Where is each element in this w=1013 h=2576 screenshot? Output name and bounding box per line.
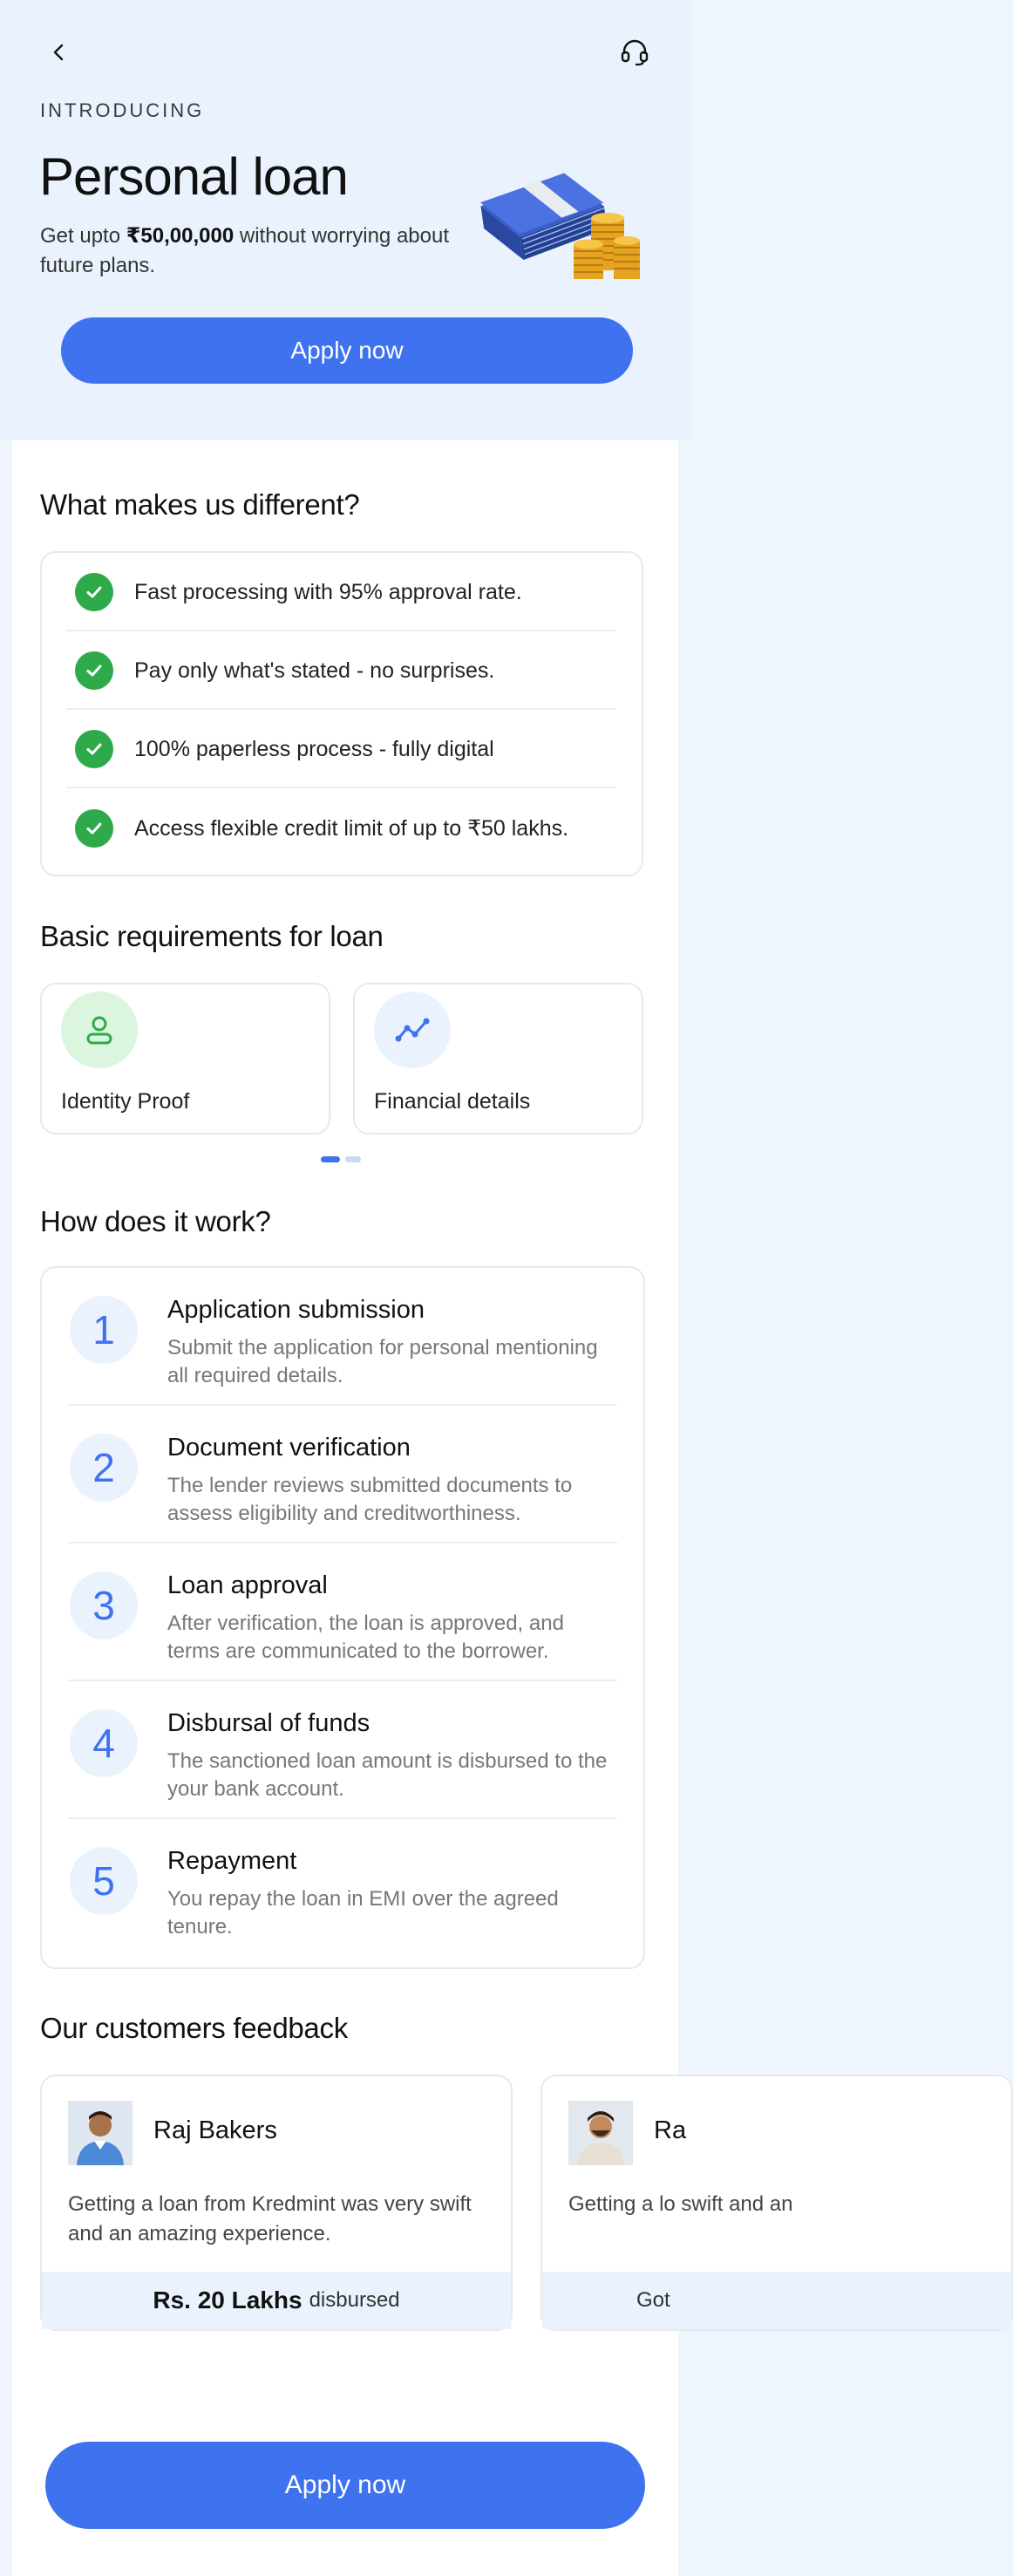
feedback-card — [40, 2075, 513, 2331]
requirement-card-identity[interactable] — [40, 983, 330, 1135]
feature-item — [66, 633, 615, 710]
feature-text: Access flexible credit limit of up to ₹50 lakhs. — [134, 816, 569, 841]
cash-stack-icon — [460, 157, 652, 288]
step-number: 5 — [70, 1847, 138, 1915]
disbursed-amount — [42, 2272, 511, 2329]
person-icon — [61, 992, 138, 1068]
step-desc: You repay the loan in EMI over the agreed tenure. — [167, 1887, 559, 1939]
step-title: Disbursal of funds — [167, 1709, 371, 1737]
step-item — [68, 1681, 617, 1819]
feature-text: Pay only what's stated - no surprises. — [134, 658, 495, 683]
carousel-pagination — [321, 1156, 364, 1163]
step-desc: After verification, the loan is approved, and terms are communicated to the borrower. — [167, 1612, 564, 1663]
amount-value: Rs. 20 Lakhs — [153, 2286, 303, 2314]
pagination-dot[interactable] — [345, 1156, 361, 1162]
step-title: Document verification — [167, 1434, 411, 1462]
hero-description — [40, 221, 459, 281]
headset-icon — [619, 37, 650, 68]
step-desc: The lender reviews submitted documents to assess eligibility and creditworthiness. — [167, 1474, 573, 1525]
back-arrow-icon — [49, 42, 70, 63]
desc-prefix: Get upto — [40, 224, 126, 248]
desc-suffix: without worrying about future plans. — [40, 224, 449, 277]
feature-item — [66, 712, 615, 788]
step-item — [68, 1819, 617, 1957]
features-card — [40, 551, 643, 876]
avatar — [568, 2101, 633, 2165]
feedback-text: Getting a loan from Kredmint was very swift and an amazing experience. — [68, 2192, 472, 2245]
step-title: Repayment — [167, 1847, 297, 1875]
feedback-text: Getting a lo swift and an — [568, 2192, 793, 2216]
section-title-how: How does it work? — [40, 1205, 271, 1237]
support-button[interactable] — [617, 35, 652, 70]
top-bar — [38, 31, 652, 73]
trend-chart-icon — [374, 992, 451, 1068]
feature-text: Fast processing with 95% approval rate. — [134, 579, 522, 604]
section-title-different: What makes us different? — [40, 488, 360, 521]
requirement-card-financial[interactable] — [353, 983, 643, 1135]
steps-card — [40, 1266, 645, 1969]
requirement-label: Financial details — [374, 1089, 531, 1114]
step-title: Loan approval — [167, 1571, 328, 1599]
check-icon — [75, 651, 113, 690]
check-icon — [75, 809, 113, 848]
section-title-requirements: Basic requirements for loan — [40, 920, 384, 952]
page-title: Personal loan — [39, 147, 348, 206]
bottom-apply-button[interactable]: Apply now — [45, 2442, 645, 2529]
section-title-feedback: Our customers feedback — [40, 2012, 348, 2044]
step-desc: Submit the application for personal mentioning all required details. — [167, 1336, 598, 1387]
hero-apply-button[interactable]: Apply now — [61, 317, 633, 384]
check-icon — [75, 730, 113, 768]
step-number: 2 — [70, 1434, 138, 1502]
feature-item — [66, 555, 615, 631]
step-item — [68, 1406, 617, 1544]
introducing-label: INTRODUCING — [40, 99, 205, 121]
step-number: 3 — [70, 1571, 138, 1639]
disbursed-amount — [542, 2272, 1011, 2329]
check-icon — [75, 573, 113, 611]
feature-text: 100% paperless process - fully digital — [134, 736, 494, 761]
step-title: Application submission — [167, 1296, 425, 1324]
feature-item — [66, 790, 615, 867]
customer-name: Ra — [654, 2116, 687, 2144]
pagination-dot-active[interactable] — [321, 1156, 340, 1162]
back-button[interactable] — [42, 35, 77, 70]
step-number: 1 — [70, 1296, 138, 1364]
customer-name: Raj Bakers — [153, 2116, 277, 2144]
amount-suffix: Got — [636, 2288, 670, 2312]
avatar — [68, 2101, 133, 2165]
step-number: 4 — [70, 1709, 138, 1777]
step-desc: The sanctioned loan amount is disbursed to the your bank account. — [167, 1749, 608, 1801]
requirement-label: Identity Proof — [61, 1089, 190, 1114]
desc-amount: ₹50,00,000 — [126, 224, 235, 248]
step-item — [68, 1268, 617, 1406]
step-item — [68, 1544, 617, 1681]
feedback-card — [540, 2075, 1013, 2331]
amount-suffix: disbursed — [309, 2288, 400, 2312]
money-illustration — [460, 157, 652, 288]
